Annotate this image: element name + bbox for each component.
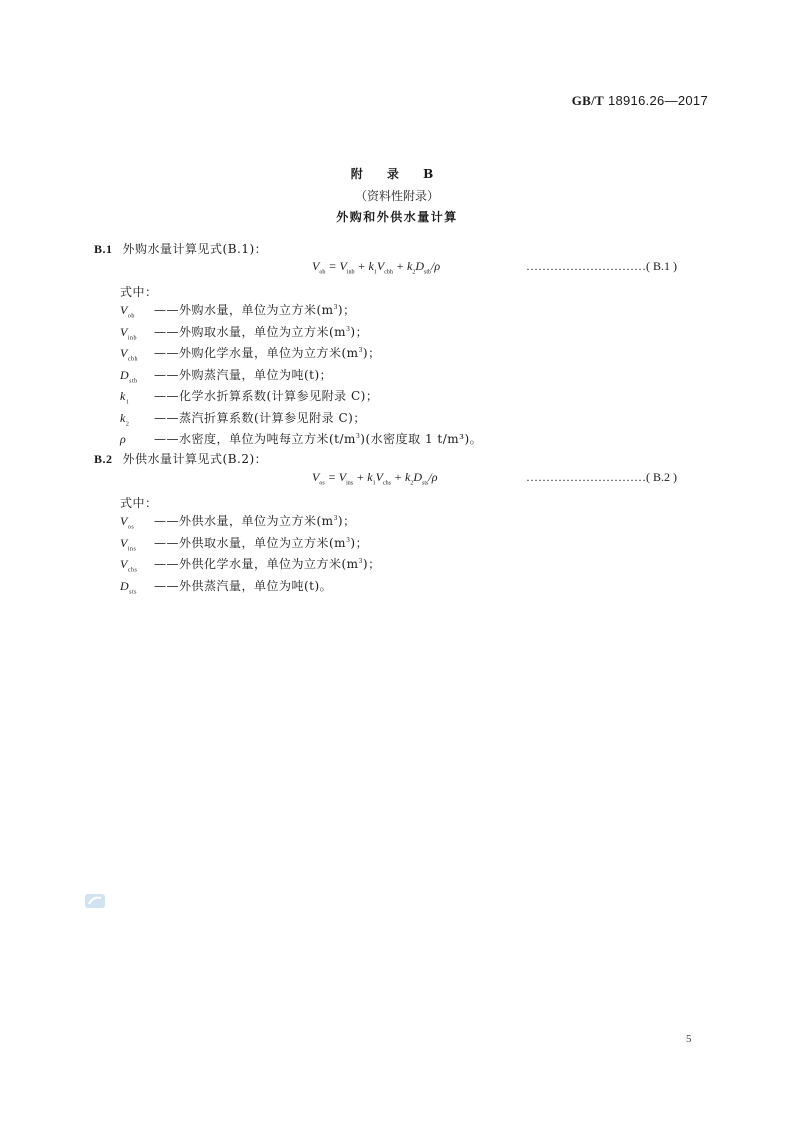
definition-item: $V_{ob}$ ——外购水量，单位为立方米$(m^3)$； <box>120 303 356 320</box>
definition-text: ——水密度，单位为吨每立方米(t/m <box>154 432 356 446</box>
definition-text: ——蒸汽折算系数(计算参见附录 C)； <box>154 410 366 425</box>
definition-text: ——化学水折算系数(计算参见附录 C)； <box>154 389 379 403</box>
definition-symbol: $V_{inb}$ <box>120 324 138 341</box>
definition-symbol: $V_{chs}$ <box>120 557 138 574</box>
definition-symbol: $k_1$ <box>120 389 130 406</box>
page-number: 5 <box>686 1033 692 1045</box>
sac-logo-icon <box>84 892 106 910</box>
definition-text: ——外购蒸汽量，单位为吨(t)； <box>154 367 333 382</box>
definition-item: $V_{cbh}$ ——外购化学水量，单位为立方米$(m^3)$； <box>120 346 381 363</box>
definition-symbol: ρ <box>120 432 127 446</box>
clause-b2-heading <box>94 450 267 467</box>
clause-number: B.1 <box>94 242 113 256</box>
clause-heading-text: 外供水量计算见式(B.2)： <box>122 452 268 466</box>
definition-symbol: $V_{ob}$ <box>120 303 135 320</box>
clause-b1-heading <box>94 240 267 257</box>
annex-title: 附 录 B <box>350 167 444 181</box>
definition-symbol: $D_{sts}$ <box>120 578 138 595</box>
definition-text: ——外购化学水量，单位为立方米(m <box>154 346 359 360</box>
definition-text: ——外购取水量，单位为立方米(m <box>154 324 347 339</box>
definition-symbol: $D_{stb}$ <box>120 367 138 384</box>
definition-text: ——外供取水量，单位为立方米(m <box>154 535 347 550</box>
definition-item: $V_{os}$ ——外供水量，单位为立方米$(m^3)$； <box>120 514 356 531</box>
definition-symbol: $V_{ins}$ <box>120 535 137 552</box>
equation-number-b2: …………………………( B.2 ) <box>526 470 677 484</box>
annex-name: 外购和外供水量计算 <box>336 210 458 224</box>
definition-text: ——外供化学水量，单位为立方米(m <box>154 557 359 571</box>
definition-item: $V_{chs}$ ——外供化学水量，单位为立方米$(m^3)$； <box>120 557 381 574</box>
definition-item <box>120 409 366 427</box>
standard-code <box>572 93 708 109</box>
annex-type: （资料性附录） <box>354 189 439 203</box>
formula-b1: $V_{ob} = V_{inb} + k_1V_{cbh} + k_2D_{stb}/\rho$ <box>312 259 441 276</box>
definition-symbol: $V_{cbh}$ <box>120 346 139 363</box>
definition-item <box>120 387 378 405</box>
formula-b2: $V_{os} = V_{ins} + k_1V_{chs} + k_2D_{sts}/\rho$ <box>312 470 438 487</box>
definition-item <box>120 577 332 595</box>
standard-prefix: GB/T <box>571 93 605 108</box>
definition-item: $V_{inb}$ ——外购取水量，单位为立方米$(m^3)$； <box>120 324 369 341</box>
definition-item <box>120 366 332 384</box>
standard-number: 18916.26—2017 <box>607 93 708 108</box>
definition-symbol: $V_{os}$ <box>120 514 135 531</box>
definition-text: ——外购水量，单位为立方米(m <box>154 303 334 317</box>
clause-number: B.2 <box>94 452 113 466</box>
where-label-b2: 式中： <box>120 496 158 510</box>
definition-item: $V_{ins}$ ——外供取水量，单位为立方米$(m^3)$； <box>120 535 369 552</box>
definition-symbol: $k_2$ <box>120 410 130 427</box>
definition-item: ρ ——水密度，单位为吨每立方米$(t/m^3)$(水密度取 1 t/m³)。 <box>120 432 483 446</box>
equation-number-b1: …………………………( B.1 ) <box>526 259 677 273</box>
where-label-b1: 式中： <box>120 285 158 299</box>
definition-text: ——外供蒸汽量，单位为吨(t)。 <box>154 578 333 593</box>
definition-text: ——外供水量，单位为立方米(m <box>154 514 334 528</box>
clause-heading-text: 外购水量计算见式(B.1)： <box>122 242 268 256</box>
